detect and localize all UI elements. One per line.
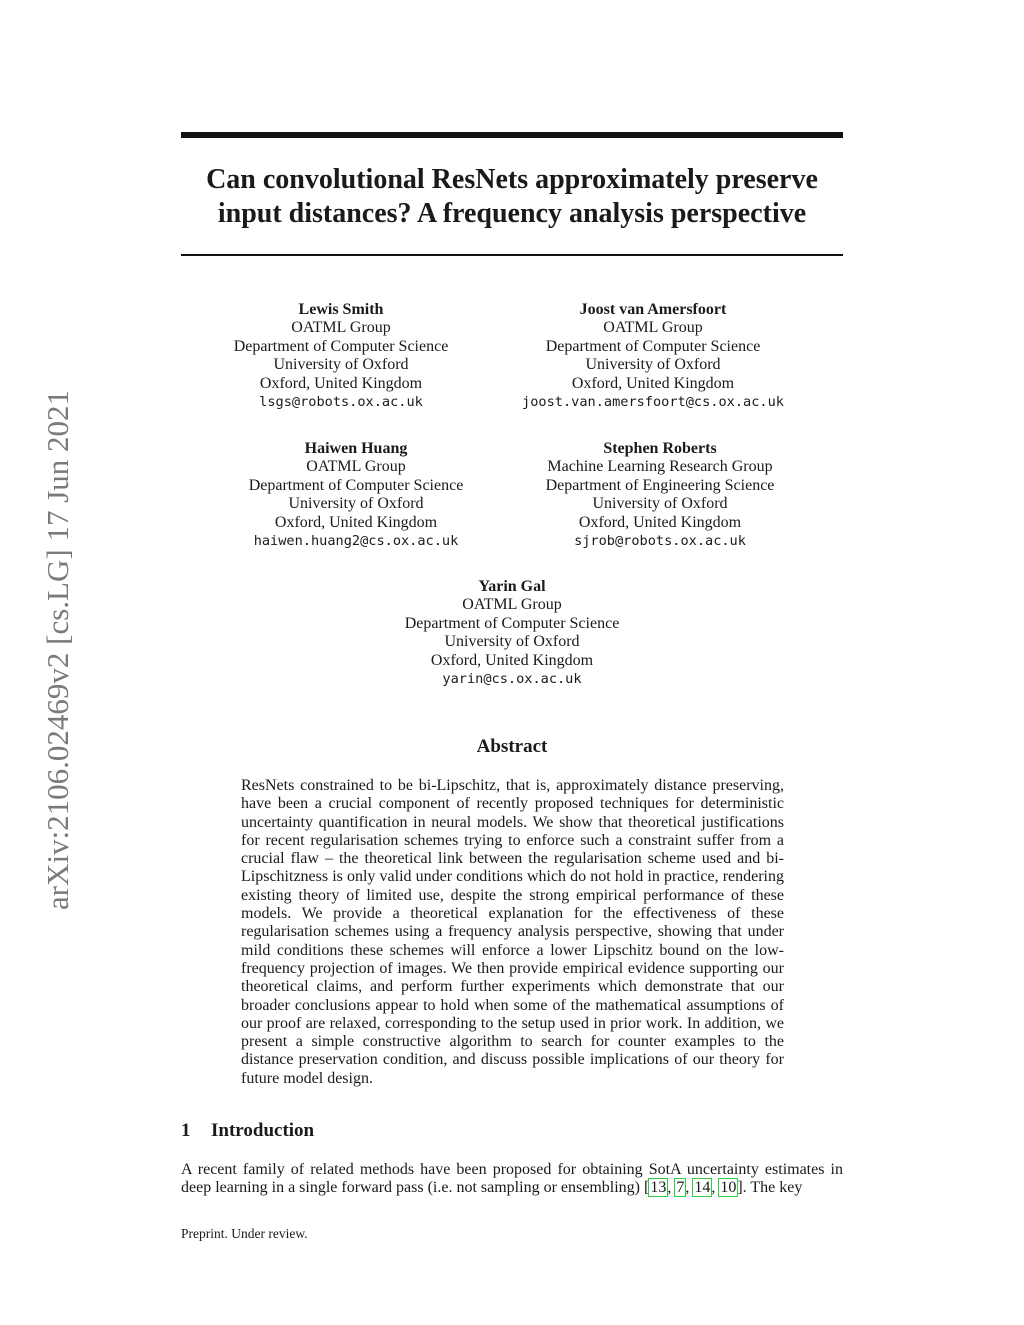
- author-block-joost-van-amersfoort: [503, 301, 803, 411]
- author-university: University of Oxford: [592, 495, 728, 513]
- arxiv-identifier: arXiv:2106.02469v2 [cs.LG] 17 Jun 2021: [40, 389, 75, 911]
- author-block-stephen-roberts: [510, 440, 810, 550]
- title-line-2: input distances? A frequency analysis perspective: [217, 198, 807, 229]
- citation-link[interactable]: 10: [720, 1179, 737, 1197]
- author-university: University of Oxford: [273, 356, 409, 374]
- author-department: Department of Computer Science: [233, 337, 449, 355]
- section-number: 1: [181, 1120, 191, 1141]
- author-group: OATML Group: [306, 458, 406, 476]
- author-department: Department of Computer Science: [248, 476, 464, 494]
- author-university: University of Oxford: [585, 356, 721, 374]
- author-block-yarin-gal: [362, 578, 662, 688]
- abstract-text: ResNets constrained to be bi-Lipschitz, that is, approximately distance preserving, have been a crucial component of recently proposed techniques for deterministic uncertainty quantification in neural models. We show that theoretical justifications for recent regularisation schemes trying to enforce such a constraint suffer from a crucial flaw – the theoretical link between the regularisation scheme used and bi-Lipschitzness is only valid under conditions which do not hold in practice, rendering existing theory of limited use, despite the strong empirical performance of these models. We provide a theoretical explanation for the effectiveness of these regularisation schemes using a frequency analysis perspective, showing that under mild conditions these schemes will enforce a lower Lipschitz bound on the low-frequency projection of images. We then provide empirical evidence supporting our theoretical claims, and perform further experiments which demonstrate that our broader conclusions appear to hold when some of the mathematical assumptions of our proof are relaxed, corresponding to the setup used in prior work. In addition, we present a simple constructive algorithm to search for counter examples to the distance preservation condition, and discuss possible implications of our theory for future model design.: [241, 777, 784, 1087]
- intro-text-after: ]. The key: [737, 1179, 803, 1197]
- author-email[interactable]: yarin@cs.ox.ac.uk: [442, 671, 582, 688]
- author-block-lewis-smith: [191, 301, 491, 411]
- author-name: Haiwen Huang: [304, 440, 408, 457]
- author-group: Machine Learning Research Group: [547, 458, 773, 476]
- author-location: Oxford, United Kingdom: [578, 513, 742, 531]
- author-email[interactable]: joost.van.amersfoort@cs.ox.ac.uk: [522, 394, 784, 411]
- author-email[interactable]: sjrob@robots.ox.ac.uk: [574, 533, 746, 550]
- citation-separator: ,: [711, 1179, 720, 1197]
- citation-separator: ,: [685, 1179, 694, 1197]
- author-block-haiwen-huang: [206, 440, 506, 550]
- title-rule-top: [181, 132, 843, 138]
- author-location: Oxford, United Kingdom: [430, 651, 594, 669]
- author-location: Oxford, United Kingdom: [259, 374, 423, 392]
- author-name: Yarin Gal: [478, 578, 546, 595]
- author-location: Oxford, United Kingdom: [274, 513, 438, 531]
- introduction-text: [181, 1161, 843, 1198]
- author-department: Department of Computer Science: [545, 337, 761, 355]
- citation-link[interactable]: 13: [650, 1179, 667, 1197]
- author-group: OATML Group: [291, 319, 391, 337]
- title-rule-bottom: [181, 254, 843, 256]
- author-location: Oxford, United Kingdom: [571, 374, 735, 392]
- footer-note: Preprint. Under review.: [181, 1226, 308, 1241]
- citation-link[interactable]: 14: [694, 1179, 711, 1197]
- title-line-1: Can convolutional ResNets approximately preserve: [206, 164, 818, 195]
- author-name: Lewis Smith: [298, 301, 384, 318]
- author-name: Stephen Roberts: [603, 440, 717, 457]
- author-email[interactable]: lsgs@robots.ox.ac.uk: [259, 394, 423, 411]
- author-university: University of Oxford: [444, 633, 580, 651]
- author-university: University of Oxford: [288, 495, 424, 513]
- intro-text-before: A recent family of related methods have been proposed for obtaining SotA uncertainty estimates in deep learning in a single forward pass (i.e. not sampling or ensembling) [: [181, 1161, 843, 1197]
- author-department: Department of Computer Science: [404, 614, 620, 632]
- abstract-heading: Abstract: [476, 736, 548, 757]
- author-department: Department of Engineering Science: [545, 476, 775, 494]
- author-name: Joost van Amersfoort: [579, 301, 727, 318]
- citation-separator: ,: [667, 1179, 676, 1197]
- citation-link[interactable]: 7: [676, 1179, 685, 1197]
- section-title: Introduction: [211, 1120, 315, 1141]
- author-email[interactable]: haiwen.huang2@cs.ox.ac.uk: [253, 533, 459, 550]
- section-heading-introduction: [181, 1120, 843, 1142]
- author-group: OATML Group: [462, 596, 562, 614]
- paper-title: [181, 163, 843, 231]
- author-group: OATML Group: [603, 319, 703, 337]
